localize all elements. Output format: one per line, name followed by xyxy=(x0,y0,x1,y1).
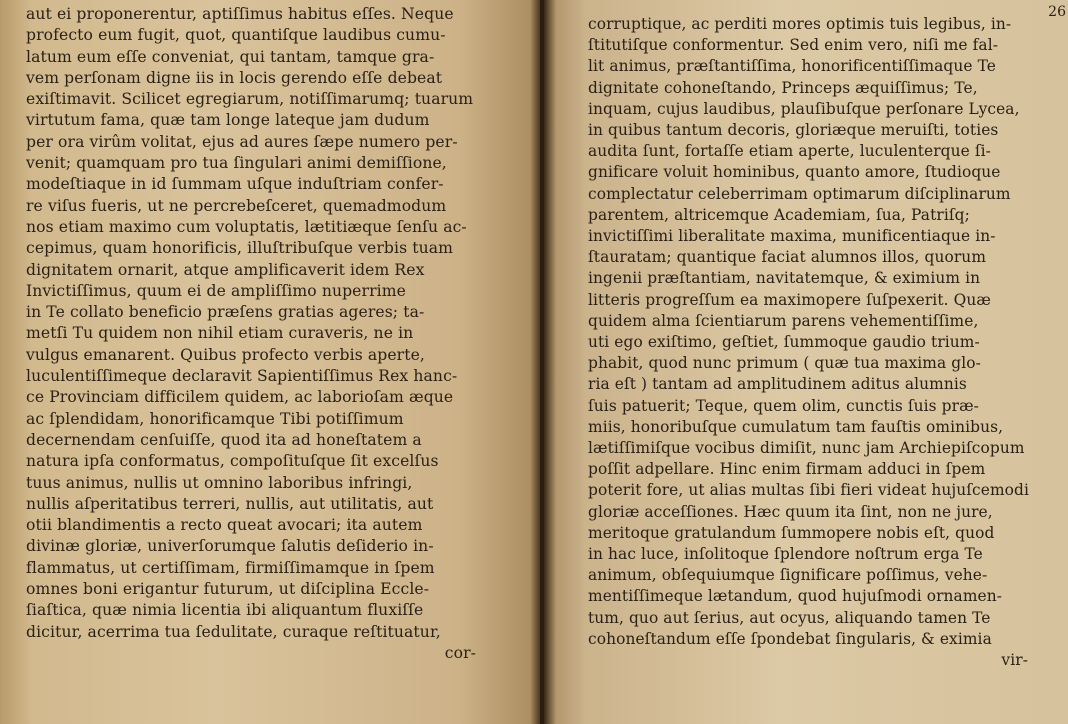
text-line: divinæ gloriæ, univerſorumque ſalutis deſiderio in- xyxy=(26,537,434,556)
text-line: in hac luce, inſolitoque ſplendore noſtrum erga Te xyxy=(588,545,983,564)
text-line: animum, obſequiumque ſignificare poſſimus, vehe- xyxy=(588,566,988,585)
text-line: quidem alma ſcientiarum parens vehementiſſime, xyxy=(588,311,979,330)
text-line: dignitatem ornarit, atque amplificaverit idem Rex xyxy=(26,260,425,279)
text-line: mentiſſimeque lætandum, quod hujuſmodi ornamen- xyxy=(588,587,1003,606)
text-line: gloriæ acceſſiones. Hæc quum ita ſint, non ne jure, xyxy=(588,502,993,521)
text-line: miis, honoribuſque cumulatum tam fauſtis ominibus, xyxy=(588,417,1004,436)
text-line: vulgus emanarent. Quibus profecto verbis aperte, xyxy=(26,345,425,364)
text-line: parentem, altricemque Academiam, ſua, Patriſq; xyxy=(588,205,970,224)
text-line: Invictiſſimus, quum ei de ampliſſimo nuperrime xyxy=(26,281,406,300)
text-line: in quibus tantum decoris, gloriæque meruiſti, toties xyxy=(588,121,999,140)
text-line: meritoque gratulandum ſummopere nobis eſt, quod xyxy=(588,523,995,542)
text-line: uti ego exiſtimo, geſtiet, ſummoque gaudio trium- xyxy=(588,333,980,352)
text-line: cohoneſtandum eſſe ſpondebat ſingularis, & eximia xyxy=(588,629,992,648)
text-line: ria eſt ) tantam ad amplitudinem aditus alumnis xyxy=(588,375,967,394)
text-line: luculentiſſimeque declaravit Sapientiſſimus Rex hanc- xyxy=(26,367,458,386)
text-line: lit animus, præſtantiſſima, honorificentiſſimaque Te xyxy=(588,57,996,76)
text-line: poſſit adpellare. Hinc enim firmam adduci in ſpem xyxy=(588,460,986,479)
text-line: aut ei proponerentur, aptiſſimus habitus eſſes. Neque xyxy=(26,5,454,23)
text-line: ſtitutiſque conformentur. Sed enim vero, niſi me fal- xyxy=(588,36,999,55)
text-line: in Te collato beneficio præſens gratias ageres; ta- xyxy=(26,303,425,322)
right-page xyxy=(544,0,1068,724)
text-line: natura ipſa conformatus, compoſituſque ſit excelſus xyxy=(26,452,439,471)
text-line: modeſtiaque in id ſummam uſque induſtriam confer- xyxy=(26,175,444,194)
text-line: ſuis patuerit; Teque, quem olim, cunctis ſuis præ- xyxy=(588,396,979,415)
text-line: cepimus, quam honorificis, illuſtribuſque verbis tuam xyxy=(26,239,454,258)
text-line: re viſus fueris, ut ne percrebeſceret, quemadmodum xyxy=(26,196,447,215)
text-line: tum, quo aut ſerius, aut ocyus, aliquando tamen Te xyxy=(588,608,991,627)
text-line: omnes boni erigantur futurum, ut diſciplina Eccle- xyxy=(26,580,430,599)
text-line: phabit, quod nunc primum ( quæ tua maxima glo- xyxy=(588,354,981,373)
text-line: ac ſplendidam, honorificamque Tibi potiſſimum xyxy=(26,409,404,428)
page-number: 26 xyxy=(1048,4,1066,20)
text-line: ſtauratam; quantique faciat alumnos illos, quorum xyxy=(588,248,987,267)
text-line: metſi Tu quidem non nihil etiam curaveris, ne in xyxy=(26,324,414,343)
text-line: decernendam cenſuiſſe, quod ita ad honeſtatem a xyxy=(26,430,422,449)
text-line: tuus animus, nullis ut omnino laboribus infringi, xyxy=(26,473,413,492)
text-line: audita ſunt, fortaſſe etiam aperte, luculenterque ſi- xyxy=(588,142,991,161)
text-line: exiſtimavit. Scilicet egregiarum, notiſſimarumq; tuarum xyxy=(26,90,474,109)
text-line: dicitur, acerrima tua ſedulitate, curaque reſtituatur, xyxy=(26,622,441,641)
right-catchword: vir- xyxy=(1001,651,1028,670)
text-line: ingenii præſtantiam, navitatemque, & eximium in xyxy=(588,269,981,288)
text-line: per ora virûm volitat, ejus ad aures ſæpe numero per- xyxy=(26,132,458,151)
text-line: flammatus, ut certiſſimam, firmiſſimamque in ſpem xyxy=(26,558,435,577)
text-line: profecto eum fugit, quot, quantiſque laudibus cumu- xyxy=(26,26,446,45)
text-line: otii blandimentis a recto queat avocari; ita autem xyxy=(26,516,423,535)
text-line: poterit fore, ut alias multas ſibi fieri videat hujuſcemodi xyxy=(588,481,1030,500)
text-line: virtutum fama, quæ tam longe lateque jam dudum xyxy=(26,111,430,130)
book-gutter xyxy=(530,0,556,724)
text-line: dignitate cohoneſtando, Princeps æquiſſimus; Te, xyxy=(588,78,978,97)
text-line: corruptique, ac perditi mores optimis tuis legibus, in- xyxy=(588,15,1012,33)
right-page-text xyxy=(588,14,1058,650)
text-line: complectatur celeberrimam optimarum diſciplinarum xyxy=(588,184,1011,203)
text-line: nullis aſperitatibus terreri, nullis, aut utilitatis, aut xyxy=(26,494,434,513)
text-line: ſiaſtica, quæ nimia licentia ibi aliquantum fluxiſſe xyxy=(26,601,424,620)
text-line: gnificare voluit hominibus, quanto amore, ſtudioque xyxy=(588,163,1001,182)
text-line: inquam, cujus laudibus, plauſibuſque perſonare Lycea, xyxy=(588,99,1020,118)
text-line: invictiſſimi liberalitate maxima, munificentiaque in- xyxy=(588,227,996,246)
text-line: venit; quamquam pro tua ſingulari animi demiſſione, xyxy=(26,154,447,173)
left-catchword: cor- xyxy=(444,643,476,662)
text-line: ce Provinciam difficilem quidem, ac laborioſam æque xyxy=(26,388,454,407)
text-line: litteris progreſſum ea maximopere ſuſpexerit. Quæ xyxy=(588,290,991,309)
left-page-text xyxy=(26,4,516,643)
text-line: lætiſſimiſque vocibus dimiſit, nunc jam Archiepiſcopum xyxy=(588,439,1025,458)
text-line: nos etiam maximo cum voluptatis, lætitiæque ſenſu ac- xyxy=(26,217,467,236)
text-line: latum eum eſſe conveniat, qui tantam, tamque gra- xyxy=(26,47,435,66)
text-line: vem perſonam digne iis in locis gerendo eſſe debeat xyxy=(26,68,443,87)
